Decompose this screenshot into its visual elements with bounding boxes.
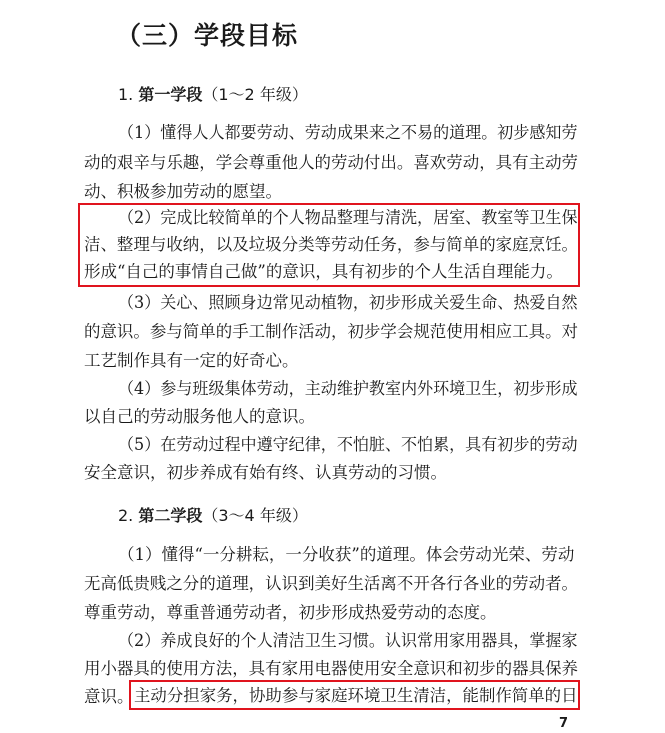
paragraph-line: 动、积极参加劳动的愿望。 xyxy=(84,182,282,201)
paragraph-line: 无高低贵贱之分的道理，认识到美好生活离不开各行各业的劳动者。 xyxy=(84,574,578,593)
paragraph-line: 以自己的劳动服务他人的意识。 xyxy=(84,407,315,426)
paragraph-line: 的意识。参与简单的手工制作活动，初步学会规范使用相应工具。对 xyxy=(84,322,578,341)
paragraph-line: （1）懂得“一分耕耘，一分收获”的道理。体会劳动光荣、劳动 xyxy=(118,545,575,564)
paragraph-line: 安全意识，初步养成有始有终、认真劳动的习惯。 xyxy=(84,463,447,482)
paragraph-line: 尊重劳动，尊重普通劳动者，初步形成热爱劳动的态度。 xyxy=(84,603,497,622)
paragraph-line: 形成“自己的事情自己做”的意识，具有初步的个人生活自理能力。 xyxy=(84,262,563,281)
paragraph-line: （2）养成良好的个人清洁卫生习惯。认识常用家用器具，掌握家 xyxy=(118,631,578,650)
paragraph-line: 工艺制作具有一定的好奇心。 xyxy=(84,351,299,370)
paragraph-line: 洁、整理与收纳，以及垃圾分类等劳动任务，参与简单的家庭烹饪。 xyxy=(84,235,578,254)
paragraph-line: 用小器具的使用方法，具有家用电器使用安全意识和初步的器具保养 xyxy=(84,659,578,678)
stage1-heading xyxy=(118,82,308,105)
stage1-number: 1. xyxy=(118,85,134,104)
paragraph-line: （2）完成比较简单的个人物品整理与清洗，居室、教室等卫生保 xyxy=(118,208,578,227)
stage1-grade: （1～2 年级） xyxy=(202,85,308,104)
paragraph-line: （4）参与班级集体劳动，主动维护教室内外环境卫生，初步形成 xyxy=(118,379,578,398)
paragraph-line: 动的艰辛与乐趣，学会尊重他人的劳动付出。喜欢劳动，具有主动劳 xyxy=(84,153,578,172)
section-title: （三）学段目标 xyxy=(116,21,299,50)
page-number: 7 xyxy=(559,716,569,731)
highlighted-text: 主动分担家务，协助参与家庭环境卫生清洁，能制作简单的日 xyxy=(134,686,578,705)
stage2-heading xyxy=(118,503,308,526)
stage1-title: 第一学段 xyxy=(138,85,203,104)
paragraph-line: （5）在劳动过程中遵守纪律，不怕脏、不怕累，具有初步的劳动 xyxy=(118,435,578,454)
paragraph-line: （1）懂得人人都要劳动、劳动成果来之不易的道理。初步感知劳 xyxy=(118,123,578,142)
paragraph-line: （3）关心、照顾身边常见动植物，初步形成关爱生命、热爱自然 xyxy=(118,293,578,312)
stage2-number: 2. xyxy=(118,506,134,525)
stage2-title: 第二学段 xyxy=(138,506,203,525)
paragraph-line: 意识。 xyxy=(84,687,134,706)
stage2-grade: （3～4 年级） xyxy=(202,506,308,525)
